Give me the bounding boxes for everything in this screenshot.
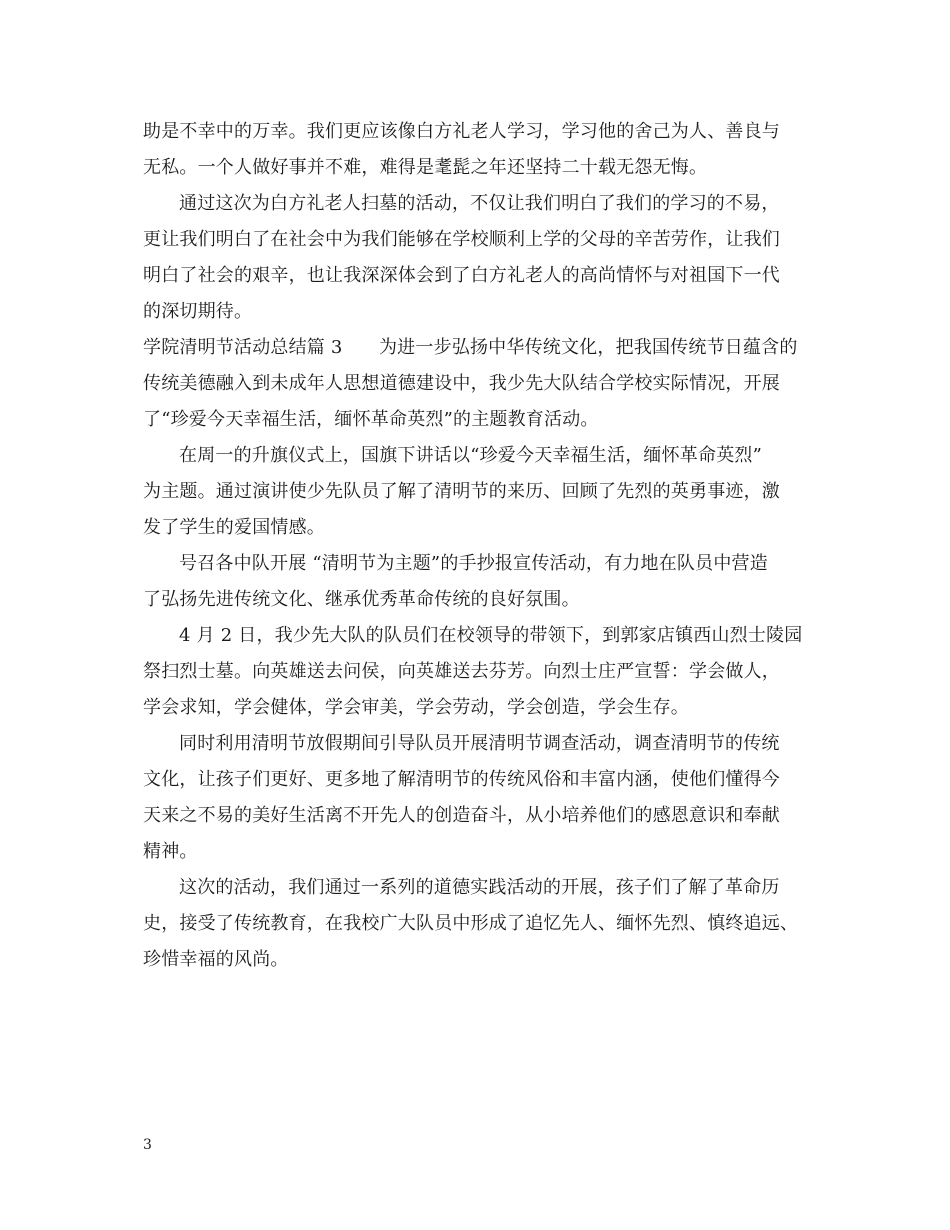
text-line: 明白了社会的艰辛，也让我深深体会到了白方礼老人的高尚情怀与对祖国下一代	[143, 265, 780, 286]
text-line: 学会求知，学会健体，学会审美，学会劳动，学会创造，学会生存。	[143, 697, 689, 718]
text-line: 的深切期待。	[143, 301, 253, 322]
text-line: 了弘扬先进传统文化、继承优秀革命传统的良好氛围。	[143, 589, 580, 610]
text-line: 号召各中队开展 “清明节为主题”的手抄报宣传活动，有力地在队员中营造	[179, 553, 768, 574]
text-line: 这次的活动，我们通过一系列的道德实践活动的开展，孩子们了解了革命历	[179, 877, 780, 898]
document-body	[143, 114, 811, 978]
text-line: 通过这次为白方礼老人扫墓的活动，不仅让我们明白了我们的学习的不易，	[179, 193, 780, 214]
text-line: 在周一的升旗仪式上，国旗下讲话以“珍爱今天幸福生活，缅怀革命英烈”	[179, 445, 763, 466]
text-line: 珍惜幸福的风尚。	[143, 949, 289, 970]
text-line: 了“珍爱今天幸福生活，缅怀革命英烈”的主题教育活动。	[143, 409, 599, 430]
text-line: 文化，让孩子们更好、更多地了解清明节的传统风俗和丰富内涵，使他们懂得今	[143, 769, 780, 790]
text-line: 天来之不易的美好生活离不开先人的创造奋斗，从小培养他们的感恩意识和奉献	[143, 805, 780, 826]
text-line: 发了学生的爱国情感。	[143, 517, 325, 538]
text-line: 传统美德融入到未成年人思想道德建设中，我少先大队结合学校实际情况，开展	[143, 373, 780, 394]
text-line: 无私。一个人做好事并不难，难得是耄髭之年还坚持二十载无怨无悔。	[143, 157, 708, 178]
text-line: 为主题。通过演讲使少先队员了解了清明节的来历、回顾了先烈的英勇事迹，激	[143, 481, 780, 502]
text-line: 祭扫烈士墓。向英雄送去问侯，向英雄送去芬芳。向烈士庄严宣誓：学会做人，	[143, 661, 780, 682]
text-line: 精神。	[143, 841, 198, 862]
section-heading-line: 学院清明节活动总结篇 3 为进一步弘扬中华传统文化，把我国传统节日蕴含的	[143, 337, 798, 358]
page-number: 3	[143, 1137, 152, 1153]
text-line: 同时利用清明节放假期间引导队员开展清明节调查活动，调查清明节的传统	[179, 733, 780, 754]
text-line: 更让我们明白了在社会中为我们能够在学校顺利上学的父母的辛苦劳作，让我们	[143, 229, 780, 250]
text-line: 史，接受了传统教育，在我校广大队员中形成了追忆先人、缅怀先烈、慎终追远、	[143, 913, 799, 934]
text-line: 4 月 2 日，我少先大队的队员们在校领导的带领下，到郭家店镇西山烈士陵园	[179, 625, 803, 646]
text-line: 助是不幸中的万幸。我们更应该像白方礼老人学习，学习他的舍己为人、善良与	[143, 121, 780, 142]
